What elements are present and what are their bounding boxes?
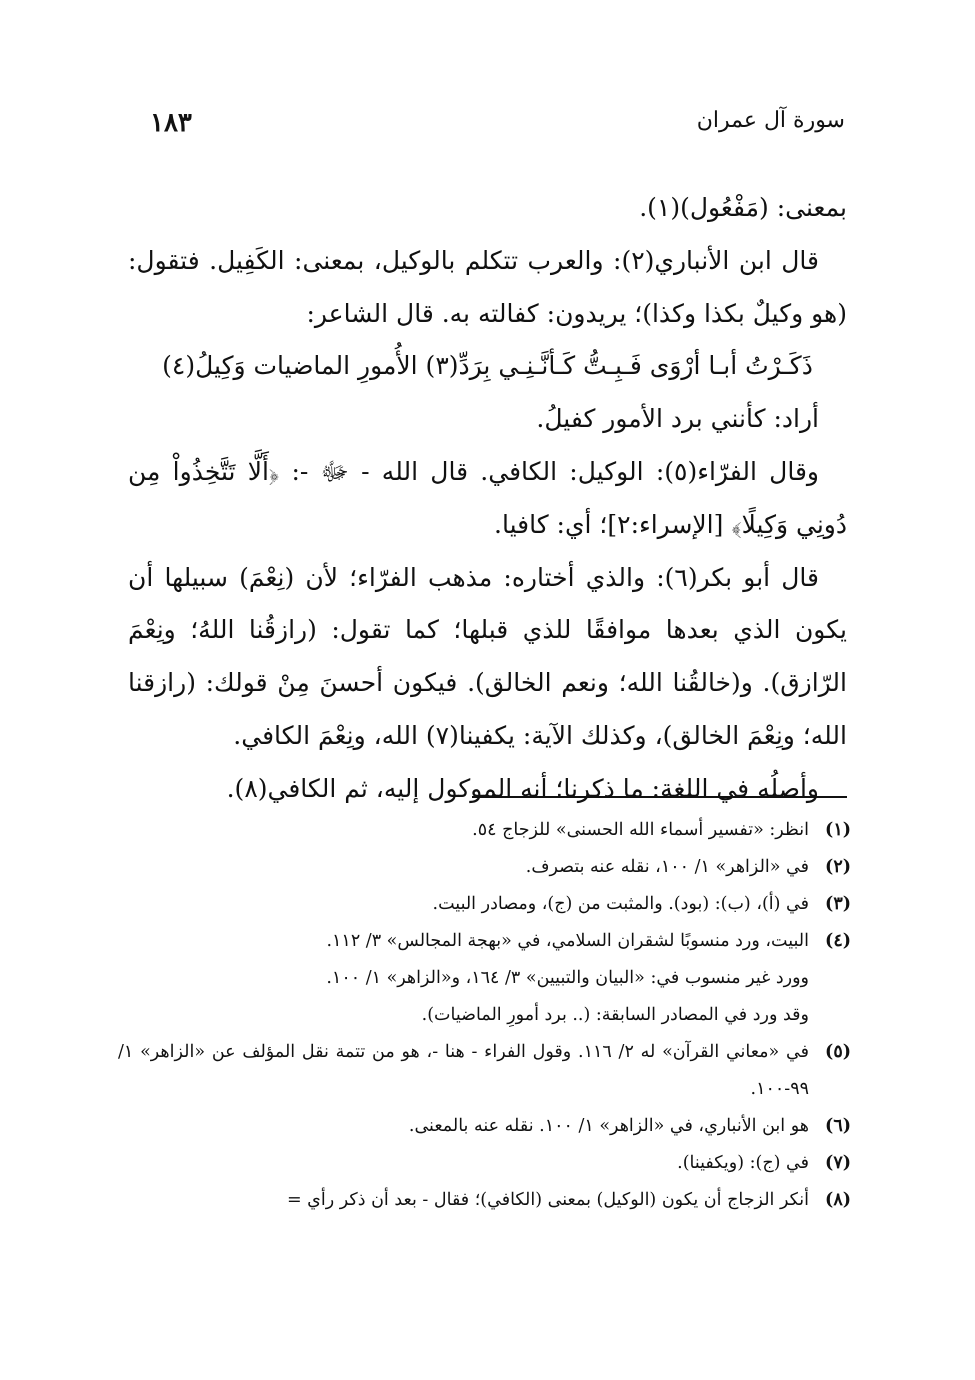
footnote-number: (٢) [825,857,851,877]
paragraph: وأصلُه في اللغة: ما ذكرنا؛ أنه الموكول إليه، ثم الكافي(٨). [226,773,819,803]
paragraph: وقال الفرّاء(٥): الوكيل: الكافي. قال الله - ﷻ -: ﴿أَلَّا تَتَّخِذُواْ مِن دُونِي وَكِيلًا﴾ [الإسراء:٢]؛ أي: كافيا. [128,456,847,539]
paragraph: بمعنى: (مَفْعُول)(١). [639,193,847,222]
footnote-number: (٦) [825,1116,851,1136]
poem-verse: ذَكَـرْتُ أبـا أرْوَى فَـبِـتُّ كَـأنَّـنِـي بِرَدِّ(٣) الأُمورِ الماضيات وَكِيلُ(٤) [162,351,813,381]
footnote-divider [472,796,847,798]
footnote-number: (٥) [825,1042,851,1062]
footnote-text: في (أ)، (ب): (بود). والمثبت من (ج)، ومصادر البيت. [432,894,809,914]
paragraph: قال ابن الأنباري(٢): والعرب تتكلم بالوكيل، بمعنى: الكَفِيل. فتقول: (هو وكيلٌ بكذا وكذا)؛ يريدون: كفالته به. قال الشاعر: [128,245,847,328]
footnotes [118,812,851,1219]
footnote-number: (١) [825,820,851,840]
running-title: سورة آل عمران [696,108,845,133]
page-header [150,108,845,148]
main-text [128,182,847,816]
footnote-number: (٧) [825,1153,851,1173]
page-number: ١٨٣ [150,108,192,138]
footnote-number: (٨) [825,1190,851,1210]
footnote-number: (٤) [825,931,851,951]
footnote-text: في «معاني القرآن» له ٢/ ١١٦. وقول الفراء - هنا -، هو من تتمة نقل المؤلف عن «الزاهر» ١/ ٩٩-١٠٠. [118,1042,809,1099]
footnote [118,1108,851,1145]
footnote [118,1182,851,1219]
footnote-text: في «الزاهر» ١/ ١٠٠، نقله عنه بتصرف. [525,857,809,877]
footnote-text: أنكر الزجاج أن يكون (الوكيل) بمعنى (الكافي)؛ فقال - بعد أن ذكر رأي = [286,1190,809,1210]
footnote-text: انظر: «تفسير أسماء الله الحسنى» للزجاج ٥٤. [472,820,809,840]
footnote-number: (٣) [825,894,851,914]
footnote [118,849,851,886]
footnote-text: البيت، ورد منسوبًا لشقران السلامي، في «بهجة المجالس» ٣/ ١١٢. وورد غير منسوب في: «البيان والتبيين» ٣/ ١٦٤، و«الزاهر» ١/ ١٠٠. وقد ورد في المصادر السابقة: (.. برد أمورِ الماضيات). [326,931,809,1025]
footnote [118,812,851,849]
footnote [118,923,851,1034]
paragraph: قال أبو بكر(٦): والذي أختاره: مذهب الفرّاء؛ لأن (نِعْمَ) سبيلها أن يكون الذي بعدها موافقًا للذي قبلها؛ كما تقول: (رازقُنا اللهُ؛ ونِعْمَ الرّازق). و(خالقُنا الله؛ ونعم الخالق). فيكون أحسنَ مِنْ قولك: (رازقنا الله؛ ونِعْمَ الخالق)، وكذلك الآية: يكفينا(٧) الله، ونِعْمَ الكافي. [128,562,847,750]
footnote [118,1034,851,1108]
footnote [118,886,851,923]
footnote [118,1145,851,1182]
footnote-text: في (ج): (ويكفينا). [677,1153,809,1173]
footnote-text: هو ابن الأنباري، في «الزاهر» ١/ ١٠٠. نقله عنه بالمعنى. [408,1116,809,1136]
paragraph: أراد: كأنني برد الأمور كفيلُ. [536,404,819,434]
